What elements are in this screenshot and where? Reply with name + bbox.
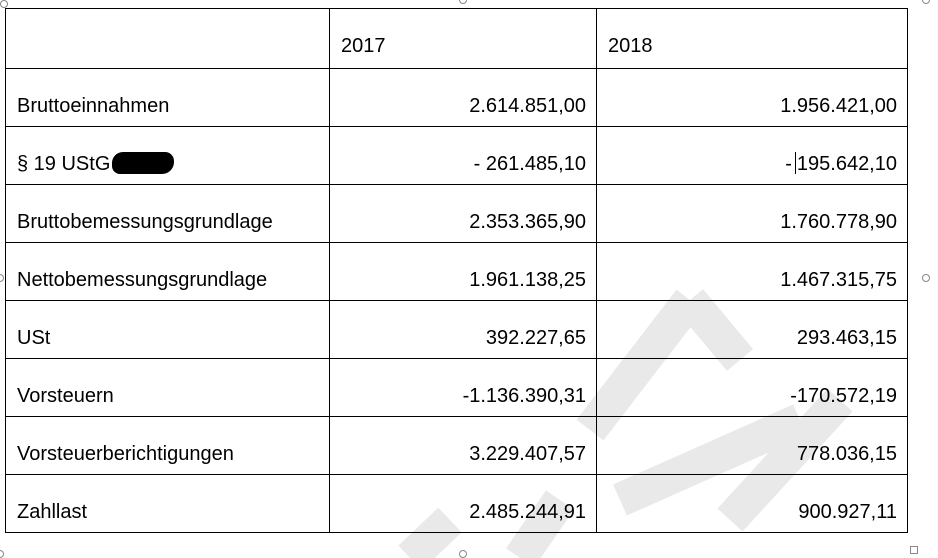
value-2018-cell[interactable] [597, 127, 908, 185]
tax-table [5, 8, 908, 533]
table-header-row [6, 9, 908, 69]
table-row [6, 127, 908, 185]
resize-handle-bottom-right[interactable] [910, 546, 918, 554]
header-cell-2018[interactable]: 2018 [597, 9, 908, 69]
row-label[interactable]: Nettobemessungsgrundlage [6, 243, 330, 301]
row-label[interactable]: Bruttobemessungsgrundlage [6, 185, 330, 243]
header-cell-label[interactable] [6, 9, 330, 69]
table-row [6, 301, 908, 359]
resize-handle-bottom-left[interactable] [0, 550, 4, 558]
table-row [6, 417, 908, 475]
row-label-cell[interactable] [6, 127, 330, 185]
value-2017[interactable]: 1.961.138,25 [330, 243, 597, 301]
value-2017[interactable]: -1.136.390,31 [330, 359, 597, 417]
table-row [6, 475, 908, 533]
value-2018[interactable]: 900.927,11 [597, 475, 908, 533]
row-label: § 19 UStG [17, 153, 111, 175]
redaction-mark [112, 152, 174, 174]
table-row [6, 359, 908, 417]
resize-handle-top-left[interactable] [0, 0, 8, 8]
value-2018: 195.642,10 [796, 153, 897, 175]
row-label[interactable]: USt [6, 301, 330, 359]
value-2018[interactable]: 1.956.421,00 [597, 69, 908, 127]
text-cursor [795, 152, 796, 174]
value-2017[interactable]: - 261.485,10 [330, 127, 597, 185]
value-2017[interactable]: 2.353.365,90 [330, 185, 597, 243]
header-cell-2017[interactable]: 2017 [330, 9, 597, 69]
resize-handle-bottom-middle[interactable] [459, 550, 467, 558]
value-2018[interactable]: 293.463,15 [597, 301, 908, 359]
value-2017[interactable]: 2.614.851,00 [330, 69, 597, 127]
resize-handle-middle-right[interactable] [922, 274, 930, 282]
row-label[interactable]: Vorsteuerberichtigungen [6, 417, 330, 475]
row-label[interactable]: Vorsteuern [6, 359, 330, 417]
resize-handle-top-middle[interactable] [459, 0, 467, 4]
value-2017[interactable]: 392.227,65 [330, 301, 597, 359]
value-2018[interactable]: 1.467.315,75 [597, 243, 908, 301]
value-2018[interactable]: 1.760.778,90 [597, 185, 908, 243]
table-row [6, 185, 908, 243]
resize-handle-middle-left[interactable] [0, 274, 4, 282]
minus-sign: - [785, 153, 792, 175]
resize-handle-top-right[interactable] [922, 0, 930, 4]
table-row [6, 243, 908, 301]
table-row [6, 69, 908, 127]
value-2018[interactable]: -170.572,19 [597, 359, 908, 417]
value-2017[interactable]: 2.485.244,91 [330, 475, 597, 533]
row-label[interactable]: Bruttoeinnahmen [6, 69, 330, 127]
value-2017[interactable]: 3.229.407,57 [330, 417, 597, 475]
value-2018[interactable]: 778.036,15 [597, 417, 908, 475]
data-table-container [5, 8, 907, 546]
row-label[interactable]: Zahllast [6, 475, 330, 533]
